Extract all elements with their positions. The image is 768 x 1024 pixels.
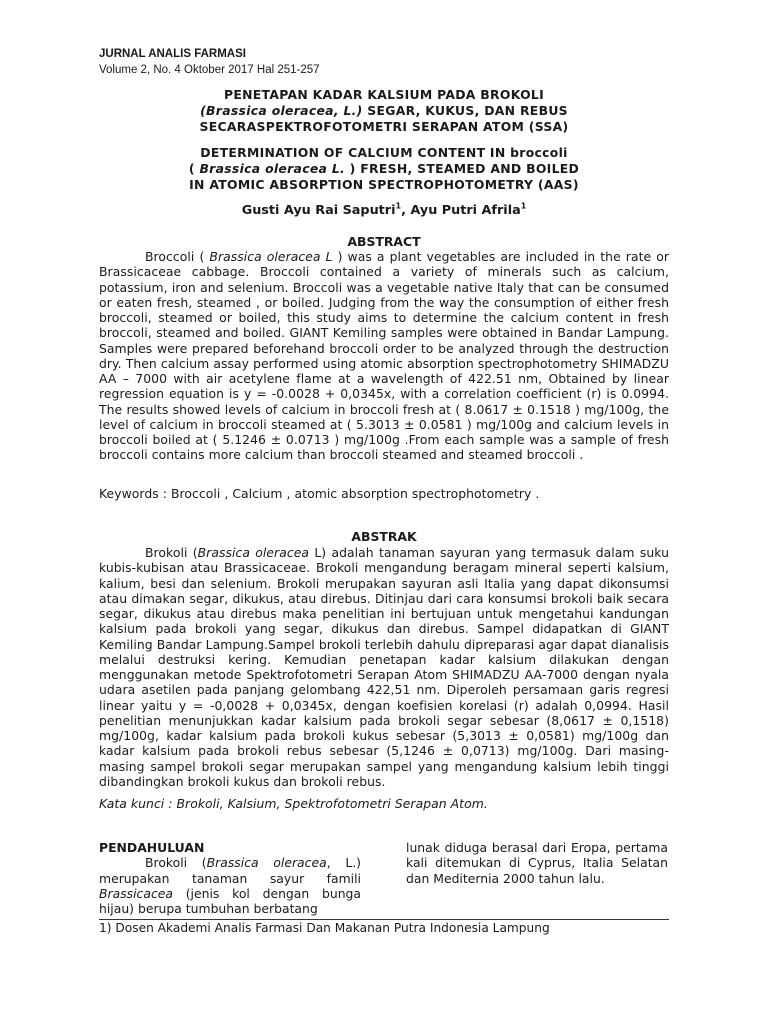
journal-name: JURNAL ANALIS FARMASI [99, 48, 246, 60]
title-english [99, 145, 669, 193]
abstract-heading: ABSTRACT [347, 234, 421, 249]
abstrak-heading: ABSTRAK [351, 529, 417, 544]
title-id-line3: SECARASPEKTROFOTOMETRI SERAPAN ATOM (SSA) [199, 119, 569, 134]
authors: Gusti Ayu Rai Saputri$^1$, Ayu Putri Afrila$^1$ [241, 201, 527, 218]
abstract-indonesian: Brokoli (Brassica oleracea L) adalah tanaman sayuran yang termasuk dalam suku kubis-kubisan atau Brassicaceae. Brokoli mengandung beragam mineral seperti kalsium, kalium, besi dan selenium. Brokoli merupakan sayuran asli Italia yang dapat dikonsumsi atau dimakan segar, dikukus, atau direbus. Ditinjau dari cara konsumsi brokoli baik secara segar, dikukus atau direbus maka penelitian ini bertujuan untuk mengetahui kandungan kalsium pada brokoli yang segar, dikukus dan direbus. Sampel didapatkan di GIANT Kemiling Bandar Lampung.Sampel brokoli terlebih dahulu dipreparasi agar dapat dianalisis melalui destruksi kering. Kemudian penetapan kadar kalsium dilakukan dengan menggunakan metode Spektrofotometri Serapan Atom SHIMADZU AA-7000 dengan nyala udara asetilen pada panjang gelombang 422,51 nm. Diperoleh persamaan garis regresi linear yaitu y = -0,0028 + 0,0345x, dengan koefisien korelasi (r) adalah 0,0994. Hasil penelitian menunjukkan kadar kalsium pada brokoli segar sebesar (8,0617 ± 0,1518) mg/100g, kadar kalsium pada brokoli kukus sebesar (5,3013 ± 0,0581) mg/100g dan kadar kalsium pada brokoli rebus sebesar (5,1246 ± 0,0713) mg/100g. Dari masing-masing sampel brokoli segar merupakan sampel yang mengandung kalsium lebih tinggi dibandingkan brokoli kukus dan brokoli rebus. [99, 545, 669, 789]
abstract-english: Broccoli ( Brassica oleracea L ) was a plant vegetables are included in the rate or Brassicaceae cabbage. Broccoli contained a variety of minerals such as calcium, potassium, iron and selenium. Broccoli was a vegetable native Italy that can be consumed or eaten fresh, steamed , or boiled. Judging from the way the consumption of either fresh broccoli, steamed or boiled, this study aims to determine the calcium content in fresh broccoli, steamed and boiled. GIANT Kemiling samples were obtained in Bandar Lampung. Samples were prepared beforehand broccoli order to be analyzed through the destruction dry. Then calcium assay performed using atomic absorption spectrophotometry SHIMADZU AA – 7000 with air acetylene flame at a wavelength of 422.51 nm, Obtained by linear regression equation is y = -0.0028 + 0,0345x, with a correlation coefficient (r) is 0.0994. The results showed levels of calcium in broccoli fresh at ( 8.0617 ± 0.1518 ) mg/100g, the level of calcium in broccoli steamed at ( 5.3013 ± 0.0581 ) mg/100g and calcium levels in broccoli boiled at ( 5.1246 ± 0.0713 ) mg/100g .From each sample was a sample of fresh broccoli contains more calcium than broccoli steamed and steamed broccoli . [99, 249, 669, 463]
author-2: Ayu Putri Afrila [410, 203, 521, 218]
footnote: 1) Dosen Akademi Analis Farmasi Dan Makanan Putra Indonesia Lampung [99, 921, 550, 935]
pendahuluan-heading: PENDAHULUAN [99, 840, 205, 855]
kata-kunci: Kata kunci : Brokoli, Kalsium, Spektrofotometri Serapan Atom. [99, 796, 488, 811]
title-en-line2: ( Brassica oleracea L. ) FRESH, STEAMED AND BOILED [188, 161, 580, 176]
keywords: Keywords : Broccoli , Calcium , atomic absorption spectrophotometry . [99, 486, 540, 501]
journal-header [99, 46, 320, 78]
pendahuluan-left-column: PENDAHULUAN Brokoli (Brassica oleracea, L.) merupakan tanaman sayur famili Brassicacea (jenis kol dengan bunga hijau) berupa tumbuhan berbatang [99, 840, 362, 916]
title-indonesian [99, 87, 669, 135]
title-en-line1: DETERMINATION OF CALCIUM CONTENT IN broccoli [200, 145, 568, 160]
pendahuluan-right-column: lunak diduga berasal dari Eropa, pertama kali ditemukan di Cyprus, Italia Selatan dan Mediternia 2000 tahun lalu. [406, 840, 668, 886]
title-en-line3: IN ATOMIC ABSORPTION SPECTROPHOTOMETRY (AAS) [189, 177, 579, 192]
title-id-line2: (Brassica oleracea, L.) SEGAR, KUKUS, DAN REBUS [200, 103, 568, 118]
title-id-species: (Brassica oleracea, L.) [200, 103, 363, 118]
title-id-line1: PENETAPAN KADAR KALSIUM PADA BROKOLI [223, 87, 545, 102]
author-1: Gusti Ayu Rai Saputri [241, 203, 396, 218]
journal-volume: Volume 2, No. 4 Oktober 2017 Hal 251-257 [99, 64, 320, 76]
title-en-species: Brassica oleracea L. [199, 161, 346, 176]
